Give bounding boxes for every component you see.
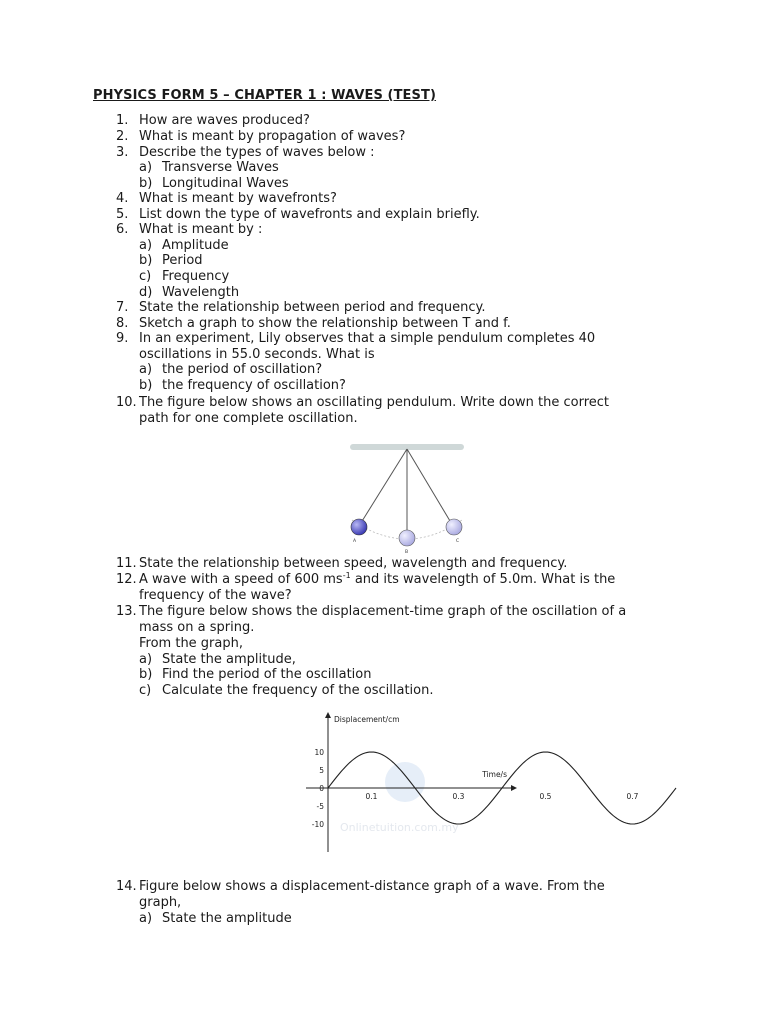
question-text: Describe the types of waves below : bbox=[139, 145, 375, 160]
x-tick-label: 0.1 bbox=[365, 792, 378, 801]
watermark-text: Onlinetuition.com.my bbox=[340, 821, 459, 834]
question-text: The figure below shows an oscillating pendulum. Write down the correct bbox=[139, 395, 610, 410]
question-number: 5. bbox=[116, 207, 129, 222]
y-tick-label: 10 bbox=[314, 748, 324, 757]
x-tick-label: 0.7 bbox=[626, 792, 639, 801]
y-axis-arrow bbox=[325, 712, 331, 718]
sub-text: Find the period of the oscillation bbox=[162, 667, 372, 682]
question-number: 1. bbox=[116, 113, 129, 128]
bob-a bbox=[351, 519, 367, 535]
sub-text: Amplitude bbox=[162, 238, 229, 253]
question-text: How are waves produced? bbox=[139, 113, 310, 128]
sub-label: b) bbox=[139, 667, 153, 682]
sub-label: a) bbox=[139, 238, 153, 253]
question-9-continued: oscillations in 55.0 seconds. What is bbox=[139, 347, 375, 362]
question-text bbox=[139, 572, 615, 588]
question-10-continued: path for one complete oscillation. bbox=[139, 411, 358, 426]
question-number: 13. bbox=[116, 604, 137, 619]
sub-label: b) bbox=[139, 253, 153, 268]
question-number: 9. bbox=[116, 331, 129, 346]
y-tick-label: -5 bbox=[316, 802, 324, 811]
y-tick-label: 0 bbox=[319, 784, 324, 793]
question-14-continued: graph, bbox=[139, 895, 182, 910]
bob-b bbox=[399, 530, 415, 546]
question-number: 12. bbox=[116, 572, 137, 587]
question-text: State the relationship between speed, wavelength and frequency. bbox=[139, 556, 568, 571]
question-text-part: and its wavelength of 5.0m. What is the bbox=[350, 572, 616, 587]
question-text: Figure below shows a displacement-distance graph of a wave. From the bbox=[139, 879, 605, 894]
sub-label: c) bbox=[139, 269, 152, 284]
question-number: 6. bbox=[116, 222, 129, 237]
question-text-part: A wave with a speed of 600 ms bbox=[139, 572, 343, 587]
question-number: 14. bbox=[116, 879, 137, 894]
string-a bbox=[359, 449, 407, 526]
x-axis-label: Time/s bbox=[482, 770, 507, 779]
question-text: The figure below shows the displacement-time graph of the oscillation of a bbox=[139, 604, 627, 619]
question-number: 8. bbox=[116, 316, 129, 331]
sub-text: Calculate the frequency of the oscillation. bbox=[162, 683, 434, 698]
question-text: Sketch a graph to show the relationship between T and f. bbox=[139, 316, 511, 331]
sub-label: a) bbox=[139, 652, 153, 667]
sub-label: d) bbox=[139, 285, 153, 300]
displacement-time-graph bbox=[300, 710, 639, 855]
sub-text: State the amplitude bbox=[162, 911, 292, 926]
sub-text: the frequency of oscillation? bbox=[162, 378, 346, 393]
y-axis-label: Displacement/cm bbox=[334, 715, 400, 724]
question-13-continued: mass on a spring. bbox=[139, 620, 255, 635]
sub-label: a) bbox=[139, 911, 153, 926]
sub-label: b) bbox=[139, 378, 153, 393]
unit-superscript: -1 bbox=[342, 571, 351, 580]
sub-label: a) bbox=[139, 362, 153, 377]
sub-text: Transverse Waves bbox=[162, 160, 279, 175]
y-tick-label: 5 bbox=[319, 766, 324, 775]
question-text: What is meant by propagation of waves? bbox=[139, 129, 406, 144]
question-number: 10. bbox=[116, 395, 137, 410]
question-text: What is meant by wavefronts? bbox=[139, 191, 337, 206]
bob-c bbox=[446, 519, 462, 535]
sub-label: c) bbox=[139, 683, 152, 698]
question-number: 2. bbox=[116, 129, 129, 144]
y-tick-label: -10 bbox=[311, 820, 324, 829]
question-number: 11. bbox=[116, 556, 137, 571]
label-a: A bbox=[353, 539, 357, 544]
question-text: State the relationship between period and frequency. bbox=[139, 300, 486, 315]
sub-text: Longitudinal Waves bbox=[162, 176, 289, 191]
sub-text: Wavelength bbox=[162, 285, 240, 300]
sub-text: Frequency bbox=[162, 269, 230, 284]
sub-text: Period bbox=[162, 253, 203, 268]
label-b: B bbox=[405, 550, 409, 555]
sub-label: a) bbox=[139, 160, 153, 175]
x-tick-label: 0.5 bbox=[539, 792, 552, 801]
x-tick-label: 0.3 bbox=[452, 792, 465, 801]
watermark-logo bbox=[385, 762, 425, 802]
question-number: 3. bbox=[116, 145, 129, 160]
string-c bbox=[407, 449, 453, 526]
label-c: C bbox=[456, 539, 460, 544]
question-12-continued: frequency of the wave? bbox=[139, 588, 292, 603]
question-text: In an experiment, Lily observes that a simple pendulum completes 40 bbox=[139, 331, 596, 346]
question-text: List down the type of wavefronts and explain briefly. bbox=[139, 207, 480, 222]
question-number: 7. bbox=[116, 300, 129, 315]
page-title: PHYSICS FORM 5 – CHAPTER 1 : WAVES (TEST) bbox=[93, 88, 437, 103]
question-number: 4. bbox=[116, 191, 129, 206]
x-axis-arrow bbox=[511, 785, 517, 791]
question-13-continued: From the graph, bbox=[139, 636, 243, 651]
question-text: What is meant by : bbox=[139, 222, 263, 237]
sub-text: State the amplitude, bbox=[162, 652, 296, 667]
pendulum-figure bbox=[340, 440, 470, 558]
sub-label: b) bbox=[139, 176, 153, 191]
sub-text: the period of oscillation? bbox=[162, 362, 323, 377]
